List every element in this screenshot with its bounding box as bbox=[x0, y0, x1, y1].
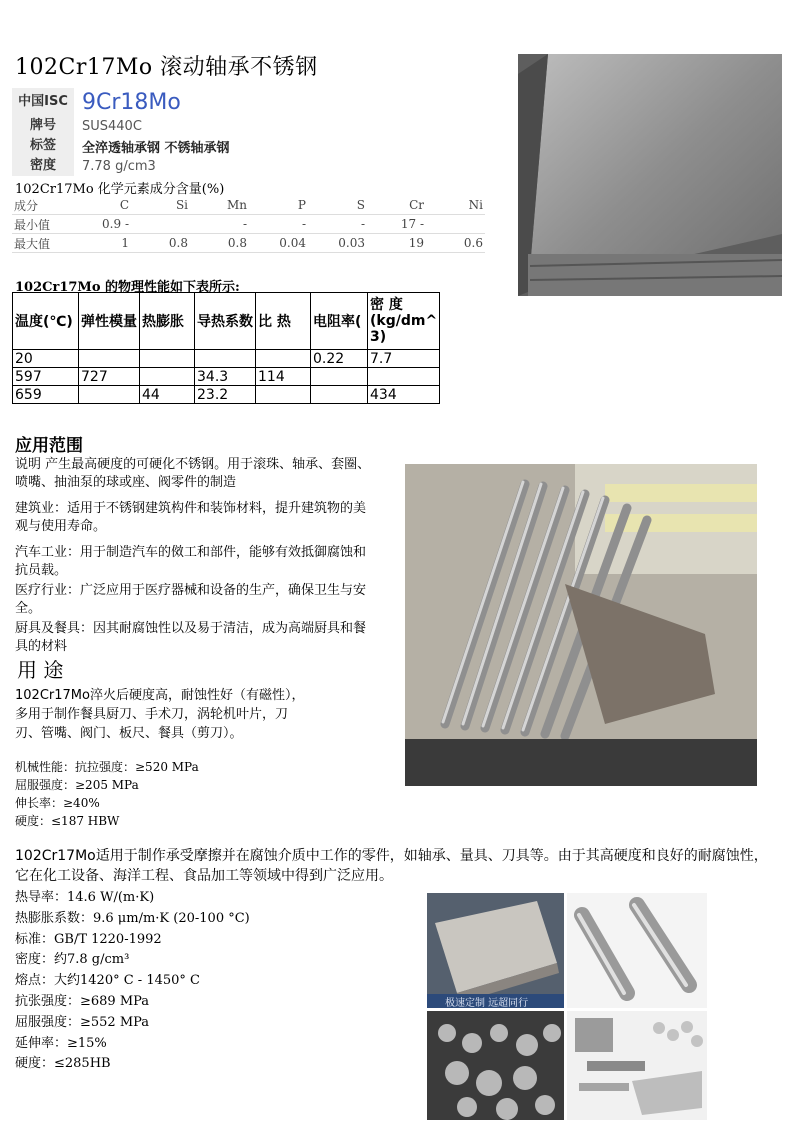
chem-cell bbox=[426, 215, 485, 234]
chem-cell: 17 - bbox=[367, 215, 426, 234]
summary-paragraph: 102Cr17Mo适用于制作承受摩擦并在腐蚀介质中工作的零件，如轴承、量具、刀具等。由于其高硬度和良好的耐腐蚀性，它在化工设备、海洋工程、食品加工等领域中得到广泛应用。 bbox=[15, 848, 768, 884]
isc-row bbox=[12, 88, 230, 116]
property-list bbox=[15, 888, 250, 1075]
chem-header-cell: Ni bbox=[426, 196, 485, 215]
property-elongation: 延伸率：≥15% bbox=[15, 1035, 107, 1051]
usage-paragraph: 102Cr17Mo淬火后硬度高，耐蚀性好（有磁性），多用于制作餐具厨刀、手术刀，涡轮机叶片，刀刃、管嘴、阀门、板尺、餐具（剪刀）。 bbox=[15, 688, 305, 741]
chem-cell: 19 bbox=[367, 234, 426, 253]
application-construction: 建筑业：适用于不锈钢建筑构件和装饰材料，提升建筑物的美观与使用寿命。 bbox=[15, 501, 367, 534]
phys-cell: 34.3 bbox=[195, 368, 256, 386]
phys-row bbox=[13, 368, 440, 386]
chem-header-cell: C bbox=[72, 196, 131, 215]
info-block bbox=[12, 88, 230, 176]
chem-title: 102Cr17Mo 化学元素成分含量(%) bbox=[15, 182, 225, 197]
chem-cell: - bbox=[308, 215, 367, 234]
chem-cell: 最大值 bbox=[12, 234, 72, 253]
phys-header-row bbox=[13, 293, 440, 350]
property-yield-strength: 屈服强度：≥552 MPa bbox=[15, 1014, 150, 1030]
phys-row bbox=[13, 386, 440, 404]
phys-cell bbox=[140, 350, 195, 368]
phys-cell: 0.22 bbox=[311, 350, 368, 368]
application-medical: 医疗行业：广泛应用于医疗器械和设备的生产，确保卫生与安全。 bbox=[15, 583, 367, 616]
property-hardness: 硬度：≤285HB bbox=[15, 1056, 111, 1072]
brand-value: SUS440C bbox=[82, 118, 142, 134]
phys-cell bbox=[256, 386, 311, 404]
phys-cell bbox=[256, 350, 311, 368]
chem-cell: 0.8 bbox=[131, 234, 190, 253]
phys-cell: 659 bbox=[13, 386, 79, 404]
chem-header-cell: P bbox=[249, 196, 308, 215]
phys-cell: 20 bbox=[13, 350, 79, 368]
usage-elongation: 伸长率：≥40% bbox=[15, 796, 100, 810]
photo-caption: 极速定制 远超同行 bbox=[445, 998, 529, 1009]
phys-table bbox=[12, 292, 440, 404]
tag-value: 全淬透轴承钢 不锈轴承钢 bbox=[82, 140, 230, 156]
page-title: 102Cr17Mo 滚动轴承不锈钢 bbox=[15, 55, 318, 80]
phys-header-cell: 热膨胀 bbox=[140, 293, 195, 350]
phys-header-cell: 电阻率( bbox=[311, 293, 368, 350]
phys-cell: 114 bbox=[256, 368, 311, 386]
tag-label: 标签 bbox=[12, 136, 74, 156]
phys-header-cell: 温度(℃) bbox=[13, 293, 79, 350]
phys-cell bbox=[79, 386, 140, 404]
usage-yield: 屈服强度：≥205 MPa bbox=[15, 778, 139, 792]
density-value: 7.78 g/cm3 bbox=[82, 158, 156, 174]
product-photo-collage bbox=[427, 893, 707, 1120]
property-melting-point: 熔点：大约1420° C - 1450° C bbox=[15, 973, 200, 989]
chem-table bbox=[12, 196, 485, 253]
tag-row bbox=[12, 136, 230, 156]
chem-header-cell: Mn bbox=[190, 196, 249, 215]
chem-header-cell: Cr bbox=[367, 196, 426, 215]
phys-cell bbox=[311, 386, 368, 404]
chem-cell: 1 bbox=[72, 234, 131, 253]
usage-hardness: 硬度：≤187 HBW bbox=[15, 814, 120, 828]
property-standard: 标准：GB/T 1220-1992 bbox=[15, 931, 162, 947]
application-kitchenware: 厨具及餐具：因其耐腐蚀性以及易于清洁，成为高端厨具和餐具的材料 bbox=[15, 621, 367, 654]
chem-header-row bbox=[12, 196, 485, 215]
property-tensile-strength: 抗张强度：≥689 MPa bbox=[15, 993, 150, 1009]
phys-cell: 7.7 bbox=[368, 350, 440, 368]
brand-label: 牌号 bbox=[12, 116, 74, 136]
chem-header-cell: 成分 bbox=[12, 196, 72, 215]
phys-cell: 727 bbox=[79, 368, 140, 386]
usage-heading: 用 途 bbox=[17, 658, 64, 682]
chem-header-cell: Si bbox=[131, 196, 190, 215]
chem-cell: 0.04 bbox=[249, 234, 308, 253]
steel-sheet-photo bbox=[518, 54, 782, 296]
chem-cell: 0.6 bbox=[426, 234, 485, 253]
isc-value: 9Cr18Mo bbox=[82, 89, 181, 115]
application-intro: 说明 产生最高硬度的可硬化不锈钢。用于滚珠、轴承、套圈、喷嘴、抽油泵的球或座、阀零件的制造 bbox=[15, 457, 371, 490]
chem-cell: 最小值 bbox=[12, 215, 72, 234]
phys-cell bbox=[140, 368, 195, 386]
chem-header-cell: S bbox=[308, 196, 367, 215]
chem-cell bbox=[131, 215, 190, 234]
chem-cell: 0.9 - bbox=[72, 215, 131, 234]
phys-cell bbox=[195, 350, 256, 368]
application-heading: 应用范围 bbox=[15, 436, 83, 456]
steel-bars-photo bbox=[405, 464, 757, 786]
phys-cell bbox=[311, 368, 368, 386]
property-thermal-expansion: 热膨胀系数：9.6 μm/m·K (20-100 °C) bbox=[15, 910, 250, 926]
chem-cell: 0.03 bbox=[308, 234, 367, 253]
phys-header-cell: 比 热 bbox=[256, 293, 311, 350]
phys-cell: 44 bbox=[140, 386, 195, 404]
phys-cell: 597 bbox=[13, 368, 79, 386]
density-label: 密度 bbox=[12, 156, 74, 176]
phys-cell bbox=[368, 368, 440, 386]
chem-cell: - bbox=[249, 215, 308, 234]
chem-row-min bbox=[12, 215, 485, 234]
isc-label: 中国ISC bbox=[12, 88, 74, 116]
phys-row bbox=[13, 350, 440, 368]
phys-cell: 23.2 bbox=[195, 386, 256, 404]
usage-tensile: 机械性能：抗拉强度：≥520 MPa bbox=[15, 760, 199, 774]
phys-header-cell: 密 度 (kg/dm^ 3) bbox=[368, 293, 440, 350]
property-density: 密度：约7.8 g/cm³ bbox=[15, 952, 130, 968]
phys-cell bbox=[79, 350, 140, 368]
brand-row bbox=[12, 116, 230, 136]
chem-cell: - bbox=[190, 215, 249, 234]
phys-cell: 434 bbox=[368, 386, 440, 404]
property-thermal-conductivity: 热导率：14.6 W/(m·K) bbox=[15, 890, 155, 905]
chem-cell: 0.8 bbox=[190, 234, 249, 253]
application-automotive: 汽车工业：用于制造汽车的傚工和部件，能够有效抵御腐蚀和抗员载。 bbox=[15, 545, 367, 578]
density-row bbox=[12, 156, 230, 176]
chem-row-max bbox=[12, 234, 485, 253]
phys-title: 102Cr17Mo 的物理性能如下表所示: bbox=[15, 280, 240, 295]
phys-header-cell: 弹性模量 bbox=[79, 293, 140, 350]
phys-header-cell: 导热系数 bbox=[195, 293, 256, 350]
